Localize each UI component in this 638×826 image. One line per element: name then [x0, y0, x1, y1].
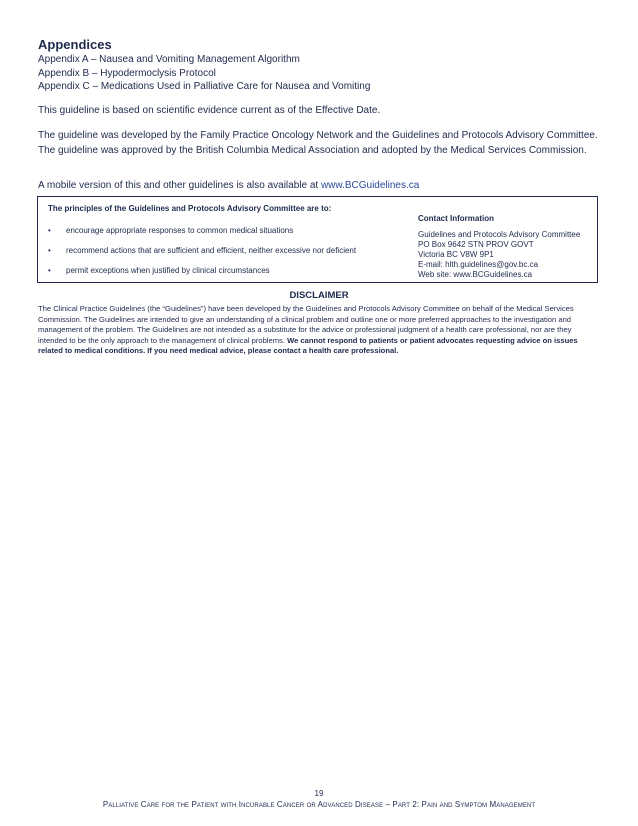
principles-box [37, 196, 598, 283]
principles-list [48, 226, 356, 286]
contact-info [418, 214, 580, 280]
contact-city: Victoria BC V8W 9P1 [418, 250, 494, 259]
evidence-paragraph: This guideline is based on scientific evidence current as of the Effective Date. [38, 105, 381, 116]
principle-text: encourage appropriate responses to common medical situations [66, 226, 294, 235]
principle-text: recommend actions that are sufficient and efficient, neither excessive nor deficient [66, 246, 357, 255]
page-heading: Appendices [38, 37, 112, 52]
contact-po-box: PO Box 9642 STN PROV GOVT [418, 240, 534, 249]
disclaimer-title: DISCLAIMER [289, 290, 349, 301]
contact-lines [418, 230, 580, 280]
principles-title: The principles of the Guidelines and Protocols Advisory Committee are to: [48, 204, 332, 213]
contact-website-link[interactable]: Web site: www.BCGuidelines.ca [418, 270, 533, 279]
list-item [48, 266, 356, 286]
bullet: • [48, 246, 51, 255]
disclaimer-bold-text: We cannot respond to patients or patient advocates requesting advice on issues related to medical conditions. If you need medical advice, please contact a health care professional. [38, 335, 578, 356]
principle-text: permit exceptions when justified by clinical circumstances [66, 266, 270, 275]
list-item [48, 246, 356, 266]
appendix-item-c[interactable]: Appendix C – Medications Used in Palliative Care for Nausea and Vomiting [38, 81, 371, 92]
list-item [48, 226, 356, 246]
page-number: 19 [314, 789, 324, 798]
contact-title: Contact Information [418, 214, 494, 223]
bullet: • [48, 266, 51, 275]
mobile-text: A mobile version of this and other guidelines is also available at [38, 180, 321, 191]
bcguidelines-link[interactable]: www.BCGuidelines.ca [320, 180, 420, 191]
footer-title: Palliative Care for the Patient with Incurable Cancer or Advanced Disease – Part 2: Pain and Symptom Management [102, 800, 536, 809]
appendix-list [38, 53, 370, 94]
appendix-item-a[interactable]: Appendix A – Nausea and Vomiting Management Algorithm [38, 54, 300, 65]
contact-email-link[interactable]: E-mail: hlth.guidelines@gov.bc.ca [418, 260, 539, 269]
disclaimer-text: The Clinical Practice Guidelines (the “Guidelines”) have been developed by the Guidelines and Protocols Advisory Committee on behalf of the Medical Services Commission. The Guidelines are intended to give an understanding of a clinical problem and outline one or more preferred approaches to the investigation and management of the problem. The Guidelines are not intended as a substitute for the advice or professional judgment of a health care professional, nor are they intended to be the only approach to the management of clinical problems. [38, 304, 574, 345]
bullet: • [48, 226, 51, 235]
contact-organization: Guidelines and Protocols Advisory Committee [418, 230, 581, 239]
disclaimer-body [38, 304, 600, 357]
developed-paragraph: The guideline was developed by the Family Practice Oncology Network and the Guidelines and Protocols Advisory Committee. The guideline was approved by the British Columbia Medical Association and adopted by the Medical Services Commission. [38, 130, 598, 156]
mobile-paragraph [38, 178, 598, 193]
appendix-item-b[interactable]: Appendix B – Hypodermoclysis Protocol [38, 67, 216, 79]
